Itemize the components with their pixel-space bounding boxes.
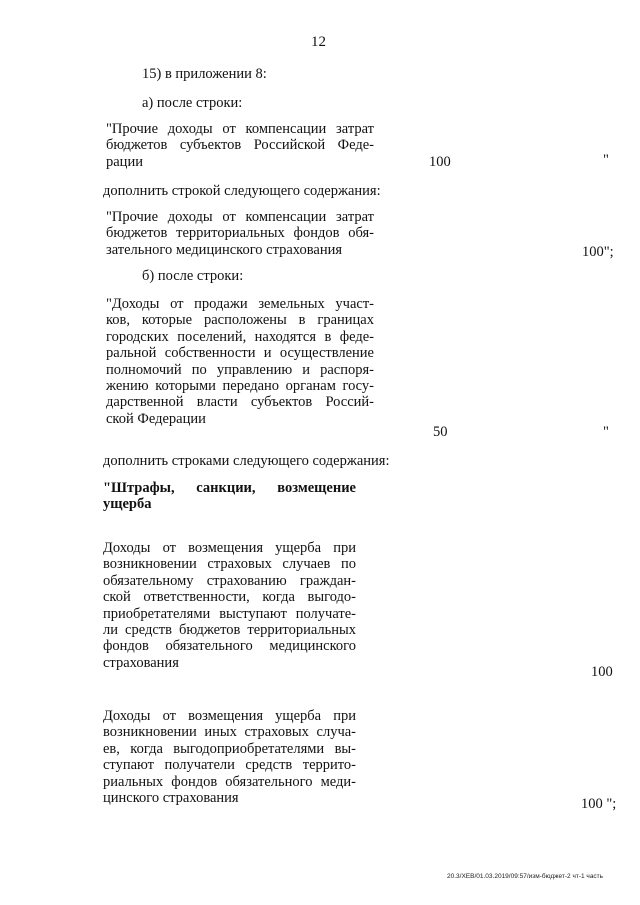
row-block-4-line: Доходы от возмещения ущерба при [103,540,356,556]
row-block-5-line: цинского страхования [103,790,239,807]
section-heading-line: "Штрафы, санкции, возмещение [103,480,356,496]
add-rows-instruction: дополнить строками следующего содержания: [103,453,390,469]
row-block-1-line: "Прочие доходы от компенсации затрат [106,121,374,137]
row-block-3-value: 50 [433,424,448,440]
document-footer-code: 20.3/ХЕВ/01.03.2019/09:57/изм-бюджет-2 чт-1 часть [447,873,604,880]
row-block-2-line: зательного медицинского страхования [106,241,343,258]
row-block-1-value: 100 [429,154,451,170]
row-block-5-line: Доходы от возмещения ущерба при [103,708,356,724]
row-block-2-line: "Прочие доходы от компенсации затрат [106,209,374,225]
row-block-5-line: возникновении иных страховых случа- [103,724,356,741]
row-block-3-line: городских поселений, находятся в феде- [106,328,374,345]
row-block-4-line: обязательному страхованию граждан- [103,572,356,589]
section-heading [103,480,356,513]
row-block-1 [106,121,374,170]
row-block-1-line: рации [106,153,143,170]
row-block-3-line: "Доходы от продажи земельных участ- [106,296,374,312]
row-block-2-line: бюджетов территориальных фондов обя- [106,225,374,242]
row-block-4-line: фондов обязательного медицинского [103,638,356,655]
row-block-3 [106,296,374,427]
row-block-1-line: бюджетов субъектов Российской Феде- [106,137,374,154]
row-block-5-line: риальных фондов обязательного меди- [103,773,356,790]
row-block-5-value: 100 "; [581,796,617,812]
row-block-5-line: ступают получатели средств террито- [103,757,356,774]
row-block-3-line: ков, которые расположены в границах [106,312,374,329]
row-block-3-line: полномочий по управлению и распоря- [106,361,374,378]
row-block-3-line: ской Федерации [106,410,206,427]
row-block-4-line: ской ответственности, когда выгодо- [103,589,356,606]
item-15-heading: 15) в приложении 8: [142,66,267,82]
row-block-5-line: ев, когда выгодоприобретателями вы- [103,740,356,757]
row-block-5 [103,708,356,806]
row-block-4 [103,540,356,671]
row-block-2 [106,209,374,258]
sub-item-a: а) после строки: [142,95,243,111]
row-block-4-line: приобретателями выступают получате- [103,605,356,622]
section-heading-line: ущерба [103,496,152,513]
add-row-instruction: дополнить строкой следующего содержания: [103,183,381,199]
row-block-4-line: возникновении страховых случаев по [103,556,356,573]
row-block-4-value: 100 [591,664,613,680]
row-block-4-line: ли средств бюджетов территориальных [103,622,356,639]
row-block-3-line: ральной собственности и осуществление [106,345,374,362]
page-number: 12 [311,34,326,50]
row-block-3-quote: " [603,424,609,440]
row-block-1-quote: " [603,152,609,168]
row-block-3-line: дарственной власти субъектов Россий- [106,394,374,411]
row-block-3-line: жению которыми передано органам госу- [106,378,374,395]
row-block-4-line: страхования [103,654,179,671]
row-block-2-value: 100"; [582,244,614,260]
sub-item-b: б) после строки: [142,268,244,284]
